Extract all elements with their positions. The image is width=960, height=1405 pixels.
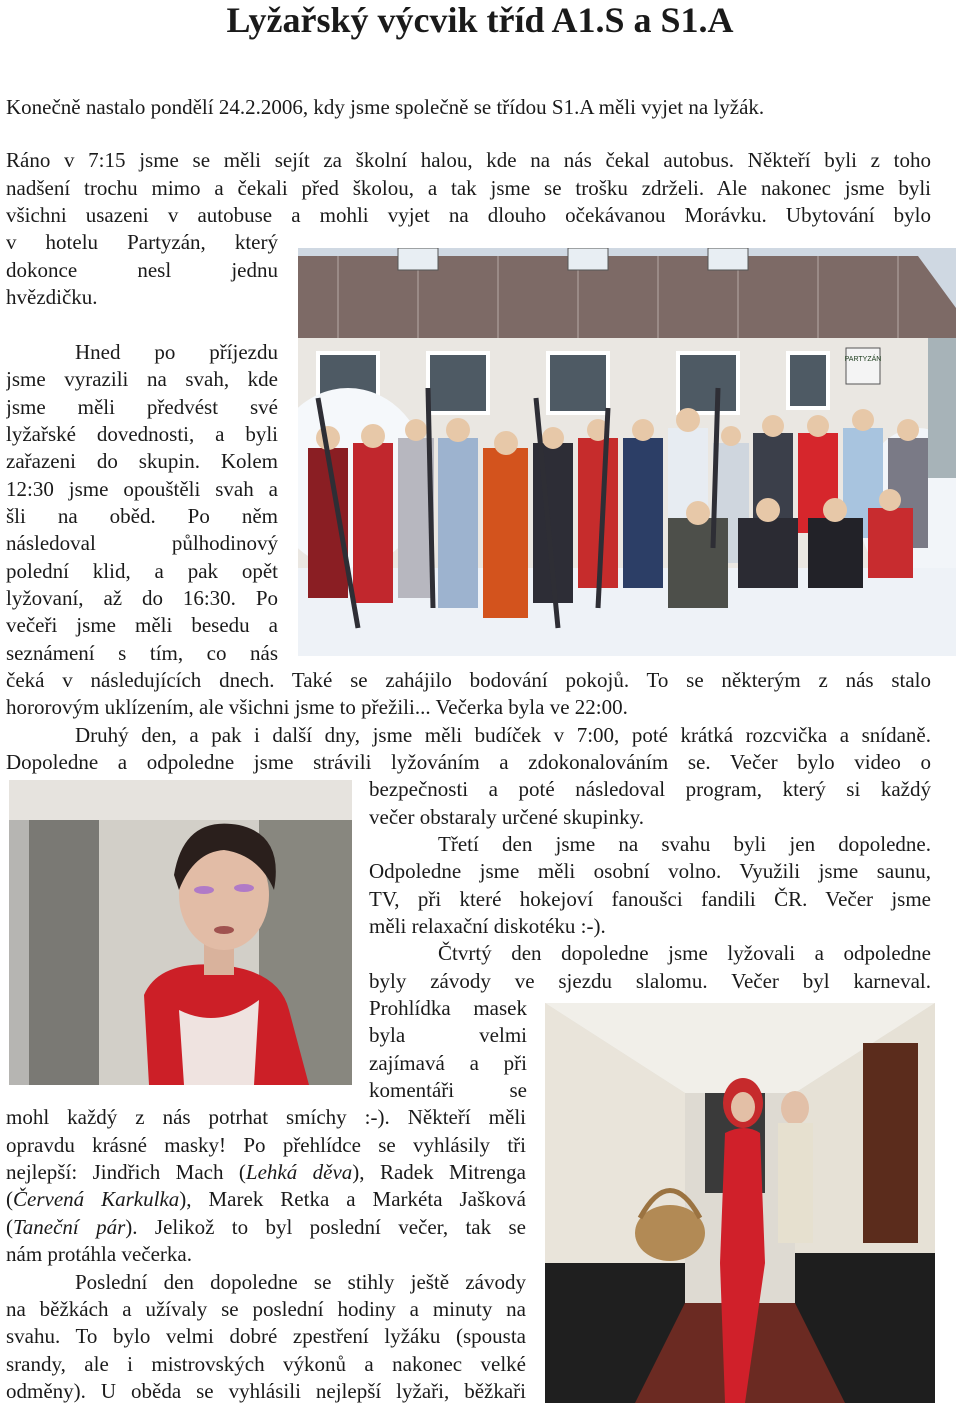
text-line: šli na oběd. Po něm (6, 504, 278, 528)
text-line: (Červená Karkulka), Marek Retka a Markéta Jašková (6, 1187, 526, 1211)
text-line: večeři jsme měli besedu a (6, 613, 278, 637)
group-photo (298, 248, 956, 656)
text-line: komentáři se (369, 1078, 527, 1102)
text-line: Odpoledne jsme měli osobní volno. Využili jsme saunu, (369, 859, 931, 883)
text-line: Poslední den dopoledne se stihly ještě závody (75, 1270, 526, 1294)
carnival-photo-corridor (545, 1003, 935, 1403)
text-line: Druhý den, a pak i další dny, jsme měli budíček v 7:00, poté krátká rozcvička a snídaně. (75, 723, 931, 747)
text-line: hororovým uklízením, ale všichni jsme to přežili... Večerka byla ve 22:00. (6, 695, 628, 719)
text-line: lyžovaní, až do 16:30. Po (6, 586, 278, 610)
text-line: (Taneční pár). Jelikož to byl poslední večer, tak se (6, 1215, 526, 1239)
text-line: Třetí den jsme na svahu byli jen dopoledne. (438, 832, 931, 856)
text-line: následoval půlhodinový (6, 531, 278, 555)
text-line: měli relaxační diskotéku :-). (369, 914, 606, 938)
text-line: svahu. To bylo velmi dobré zpestření lyžáku (spousta (6, 1324, 526, 1348)
text-line: hvězdičku. (6, 285, 98, 309)
carnival-photo-red-top (9, 780, 352, 1085)
text-line: v hotelu Partyzán, který (6, 230, 278, 254)
text-line: nadšení trochu mimo a čekali před školou, a tak jsme se trošku zdrželi. Ale nakonec jsme byli (6, 176, 931, 200)
text-line: seznámení s tím, co nás (6, 641, 278, 665)
text-line: Prohlídka masek (369, 996, 527, 1020)
text-line: Ráno v 7:15 jsme se měli sejít za školní halou, kde na nás čekal autobus. Někteří byli z toho (6, 148, 931, 172)
text-line: polední klid, a pak opět (6, 559, 278, 583)
text-line: mohl každý z nás potrhat smíchy :-). Někteří měli (6, 1105, 526, 1129)
text-line: Konečně nastalo pondělí 24.2.2006, kdy jsme společně se třídou S1.A měli vyjet na lyžák. (6, 95, 765, 119)
text-line: na běžkách a užívaly se poslední hodiny a minuty na (6, 1297, 526, 1321)
text-line: srandy, ale i mistrovských výkonů a nakonec velké (6, 1352, 526, 1376)
page-title: Lyžařský výcvik tříd A1.S a S1.A (226, 0, 734, 40)
text-line: lyžařské dovednosti, a byli (6, 422, 278, 446)
text-line: nejlepší: Jindřich Mach (Lehká děva), Radek Mitrenga (6, 1160, 526, 1184)
text-line: večer obstaraly určené skupinky. (369, 805, 645, 829)
text-line: byly závody ve sjezdu slalomu. Večer byl karneval. (369, 969, 931, 993)
text-line: dokonce nesl jednu (6, 258, 278, 282)
text-line: bezpečnosti a poté následoval program, který si každý (369, 777, 931, 801)
text-line: TV, při které hokejoví fanoušci fandili ČR. Večer jsme (369, 887, 931, 911)
text-line: 12:30 jsme opouštěli svah a (6, 477, 278, 501)
hotel-sign: PARTYZÁN (844, 356, 882, 363)
text-line: byla velmi (369, 1023, 527, 1047)
text-line: odměny). U oběda se vyhlásili nejlepší lyžaři, běžkaři (6, 1379, 526, 1403)
text-line: jsme vyrazili na svah, kde (6, 367, 278, 391)
text-line: zařazeni do skupin. Kolem (6, 449, 278, 473)
text-line: Dopoledne a odpoledne jsme strávili lyžováním a zdokonalováním se. Večer bylo video o (6, 750, 931, 774)
text-line: Hned po příjezdu (75, 340, 278, 364)
text-line: všichni usazeni v autobuse a mohli vyjet na dlouho očekávanou Morávku. Ubytování bylo (6, 203, 931, 227)
text-line: zajímavá a při (369, 1051, 527, 1075)
text-line: nám protáhla večerka. (6, 1242, 192, 1266)
text-line: čeká v následujících dnech. Také se zahájilo bodování pokojů. To se některým z nás stalo (6, 668, 931, 692)
text-line: Čtvrtý den dopoledne jsme lyžovali a odpoledne (438, 941, 931, 965)
text-line: jsme měli předvést své (6, 395, 278, 419)
text-line: opravdu krásné masky! Po přehlídce se vyhlásily tři (6, 1133, 526, 1157)
